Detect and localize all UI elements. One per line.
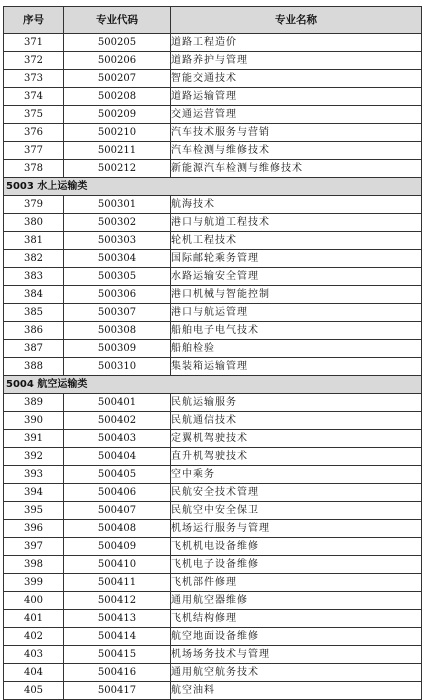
row-index: 403 xyxy=(4,646,64,664)
row-index: 387 xyxy=(4,340,64,358)
row-index: 381 xyxy=(4,232,64,250)
row-code: 500402 xyxy=(64,412,171,430)
row-code: 500409 xyxy=(64,538,171,556)
row-name: 集装箱运输管理 xyxy=(171,358,422,376)
table-row xyxy=(4,304,422,322)
table-row xyxy=(4,124,422,142)
table-row xyxy=(4,574,422,592)
row-index: 378 xyxy=(4,160,64,178)
category-row xyxy=(4,376,422,394)
table-row xyxy=(4,88,422,106)
table-row xyxy=(4,34,422,52)
row-name: 飞机结构修理 xyxy=(171,610,422,628)
table-row xyxy=(4,682,422,700)
row-name: 智能交通技术 xyxy=(171,70,422,88)
row-name: 道路养护与管理 xyxy=(171,52,422,70)
header-code: 专业代码 xyxy=(64,7,171,34)
row-code: 500209 xyxy=(64,106,171,124)
row-code: 500212 xyxy=(64,160,171,178)
row-code: 500415 xyxy=(64,646,171,664)
table-row xyxy=(4,664,422,682)
row-name: 机场运行服务与管理 xyxy=(171,520,422,538)
row-name: 船舶检验 xyxy=(171,340,422,358)
row-code: 500309 xyxy=(64,340,171,358)
category-row xyxy=(4,178,422,196)
table-row xyxy=(4,106,422,124)
table-row xyxy=(4,196,422,214)
row-name: 国际邮轮乘务管理 xyxy=(171,250,422,268)
row-name: 通用航空器维修 xyxy=(171,592,422,610)
row-name: 航空油料 xyxy=(171,682,422,700)
row-name: 空中乘务 xyxy=(171,466,422,484)
row-code: 500414 xyxy=(64,628,171,646)
row-code: 500417 xyxy=(64,682,171,700)
major-catalog-table xyxy=(3,6,422,700)
row-index: 400 xyxy=(4,592,64,610)
row-index: 402 xyxy=(4,628,64,646)
row-index: 390 xyxy=(4,412,64,430)
row-code: 500401 xyxy=(64,394,171,412)
row-code: 500211 xyxy=(64,142,171,160)
row-code: 500413 xyxy=(64,610,171,628)
table-row xyxy=(4,322,422,340)
table-row xyxy=(4,70,422,88)
row-name: 新能源汽车检测与维修技术 xyxy=(171,160,422,178)
row-index: 396 xyxy=(4,520,64,538)
row-index: 404 xyxy=(4,664,64,682)
table-row xyxy=(4,412,422,430)
table-row xyxy=(4,592,422,610)
row-index: 375 xyxy=(4,106,64,124)
row-index: 384 xyxy=(4,286,64,304)
table-row xyxy=(4,340,422,358)
row-index: 391 xyxy=(4,430,64,448)
category-title: 5004 航空运输类 xyxy=(4,376,422,394)
row-index: 398 xyxy=(4,556,64,574)
row-code: 500310 xyxy=(64,358,171,376)
row-name: 机场场务技术与管理 xyxy=(171,646,422,664)
row-name: 航海技术 xyxy=(171,196,422,214)
row-index: 371 xyxy=(4,34,64,52)
table-row xyxy=(4,268,422,286)
row-name: 直升机驾驶技术 xyxy=(171,448,422,466)
row-index: 376 xyxy=(4,124,64,142)
row-index: 389 xyxy=(4,394,64,412)
row-name: 飞机电子设备维修 xyxy=(171,556,422,574)
table-row xyxy=(4,556,422,574)
row-code: 500410 xyxy=(64,556,171,574)
row-name: 水路运输安全管理 xyxy=(171,268,422,286)
table-row xyxy=(4,538,422,556)
row-name: 飞机机电设备维修 xyxy=(171,538,422,556)
row-code: 500405 xyxy=(64,466,171,484)
table-row xyxy=(4,232,422,250)
table-row xyxy=(4,646,422,664)
table-row xyxy=(4,448,422,466)
row-index: 393 xyxy=(4,466,64,484)
row-name: 航空地面设备维修 xyxy=(171,628,422,646)
row-index: 405 xyxy=(4,682,64,700)
row-index: 399 xyxy=(4,574,64,592)
table-row xyxy=(4,430,422,448)
header-index: 序号 xyxy=(4,7,64,34)
table-row xyxy=(4,484,422,502)
table-row xyxy=(4,286,422,304)
row-code: 500411 xyxy=(64,574,171,592)
table-row xyxy=(4,466,422,484)
table-row xyxy=(4,358,422,376)
row-index: 382 xyxy=(4,250,64,268)
row-code: 500406 xyxy=(64,484,171,502)
row-name: 港口机械与智能控制 xyxy=(171,286,422,304)
table-row xyxy=(4,214,422,232)
row-name: 船舶电子电气技术 xyxy=(171,322,422,340)
category-title: 5003 水上运输类 xyxy=(4,178,422,196)
row-code: 500301 xyxy=(64,196,171,214)
row-code: 500307 xyxy=(64,304,171,322)
row-code: 500207 xyxy=(64,70,171,88)
row-index: 377 xyxy=(4,142,64,160)
row-index: 401 xyxy=(4,610,64,628)
row-code: 500404 xyxy=(64,448,171,466)
row-name: 轮机工程技术 xyxy=(171,232,422,250)
table-row xyxy=(4,52,422,70)
table-body xyxy=(4,34,422,700)
row-index: 373 xyxy=(4,70,64,88)
row-code: 500205 xyxy=(64,34,171,52)
row-name: 民航运输服务 xyxy=(171,394,422,412)
row-name: 定翼机驾驶技术 xyxy=(171,430,422,448)
table-row xyxy=(4,160,422,178)
row-index: 374 xyxy=(4,88,64,106)
row-code: 500407 xyxy=(64,502,171,520)
row-name: 道路工程造价 xyxy=(171,34,422,52)
row-code: 500302 xyxy=(64,214,171,232)
row-name: 飞机部件修理 xyxy=(171,574,422,592)
row-index: 386 xyxy=(4,322,64,340)
row-code: 500208 xyxy=(64,88,171,106)
table-row xyxy=(4,520,422,538)
row-index: 379 xyxy=(4,196,64,214)
row-name: 民航安全技术管理 xyxy=(171,484,422,502)
table-row xyxy=(4,250,422,268)
row-name: 交通运营管理 xyxy=(171,106,422,124)
row-index: 385 xyxy=(4,304,64,322)
table-row xyxy=(4,610,422,628)
table-header-row xyxy=(4,7,422,34)
row-code: 500305 xyxy=(64,268,171,286)
table-row xyxy=(4,502,422,520)
row-name: 港口与航运管理 xyxy=(171,304,422,322)
row-name: 通用航空航务技术 xyxy=(171,664,422,682)
table-row xyxy=(4,142,422,160)
row-name: 汽车技术服务与营销 xyxy=(171,124,422,142)
row-code: 500408 xyxy=(64,520,171,538)
row-index: 395 xyxy=(4,502,64,520)
row-name: 民航空中安全保卫 xyxy=(171,502,422,520)
row-name: 港口与航道工程技术 xyxy=(171,214,422,232)
row-code: 500206 xyxy=(64,52,171,70)
row-code: 500403 xyxy=(64,430,171,448)
row-name: 民航通信技术 xyxy=(171,412,422,430)
table-row xyxy=(4,628,422,646)
row-code: 500416 xyxy=(64,664,171,682)
row-code: 500303 xyxy=(64,232,171,250)
row-index: 383 xyxy=(4,268,64,286)
row-code: 500308 xyxy=(64,322,171,340)
row-code: 500412 xyxy=(64,592,171,610)
row-index: 397 xyxy=(4,538,64,556)
row-index: 388 xyxy=(4,358,64,376)
row-name: 汽车检测与维修技术 xyxy=(171,142,422,160)
row-code: 500304 xyxy=(64,250,171,268)
row-code: 500306 xyxy=(64,286,171,304)
row-name: 道路运输管理 xyxy=(171,88,422,106)
table-row xyxy=(4,394,422,412)
row-index: 394 xyxy=(4,484,64,502)
header-name: 专业名称 xyxy=(171,7,422,34)
row-index: 392 xyxy=(4,448,64,466)
row-index: 380 xyxy=(4,214,64,232)
row-code: 500210 xyxy=(64,124,171,142)
row-index: 372 xyxy=(4,52,64,70)
